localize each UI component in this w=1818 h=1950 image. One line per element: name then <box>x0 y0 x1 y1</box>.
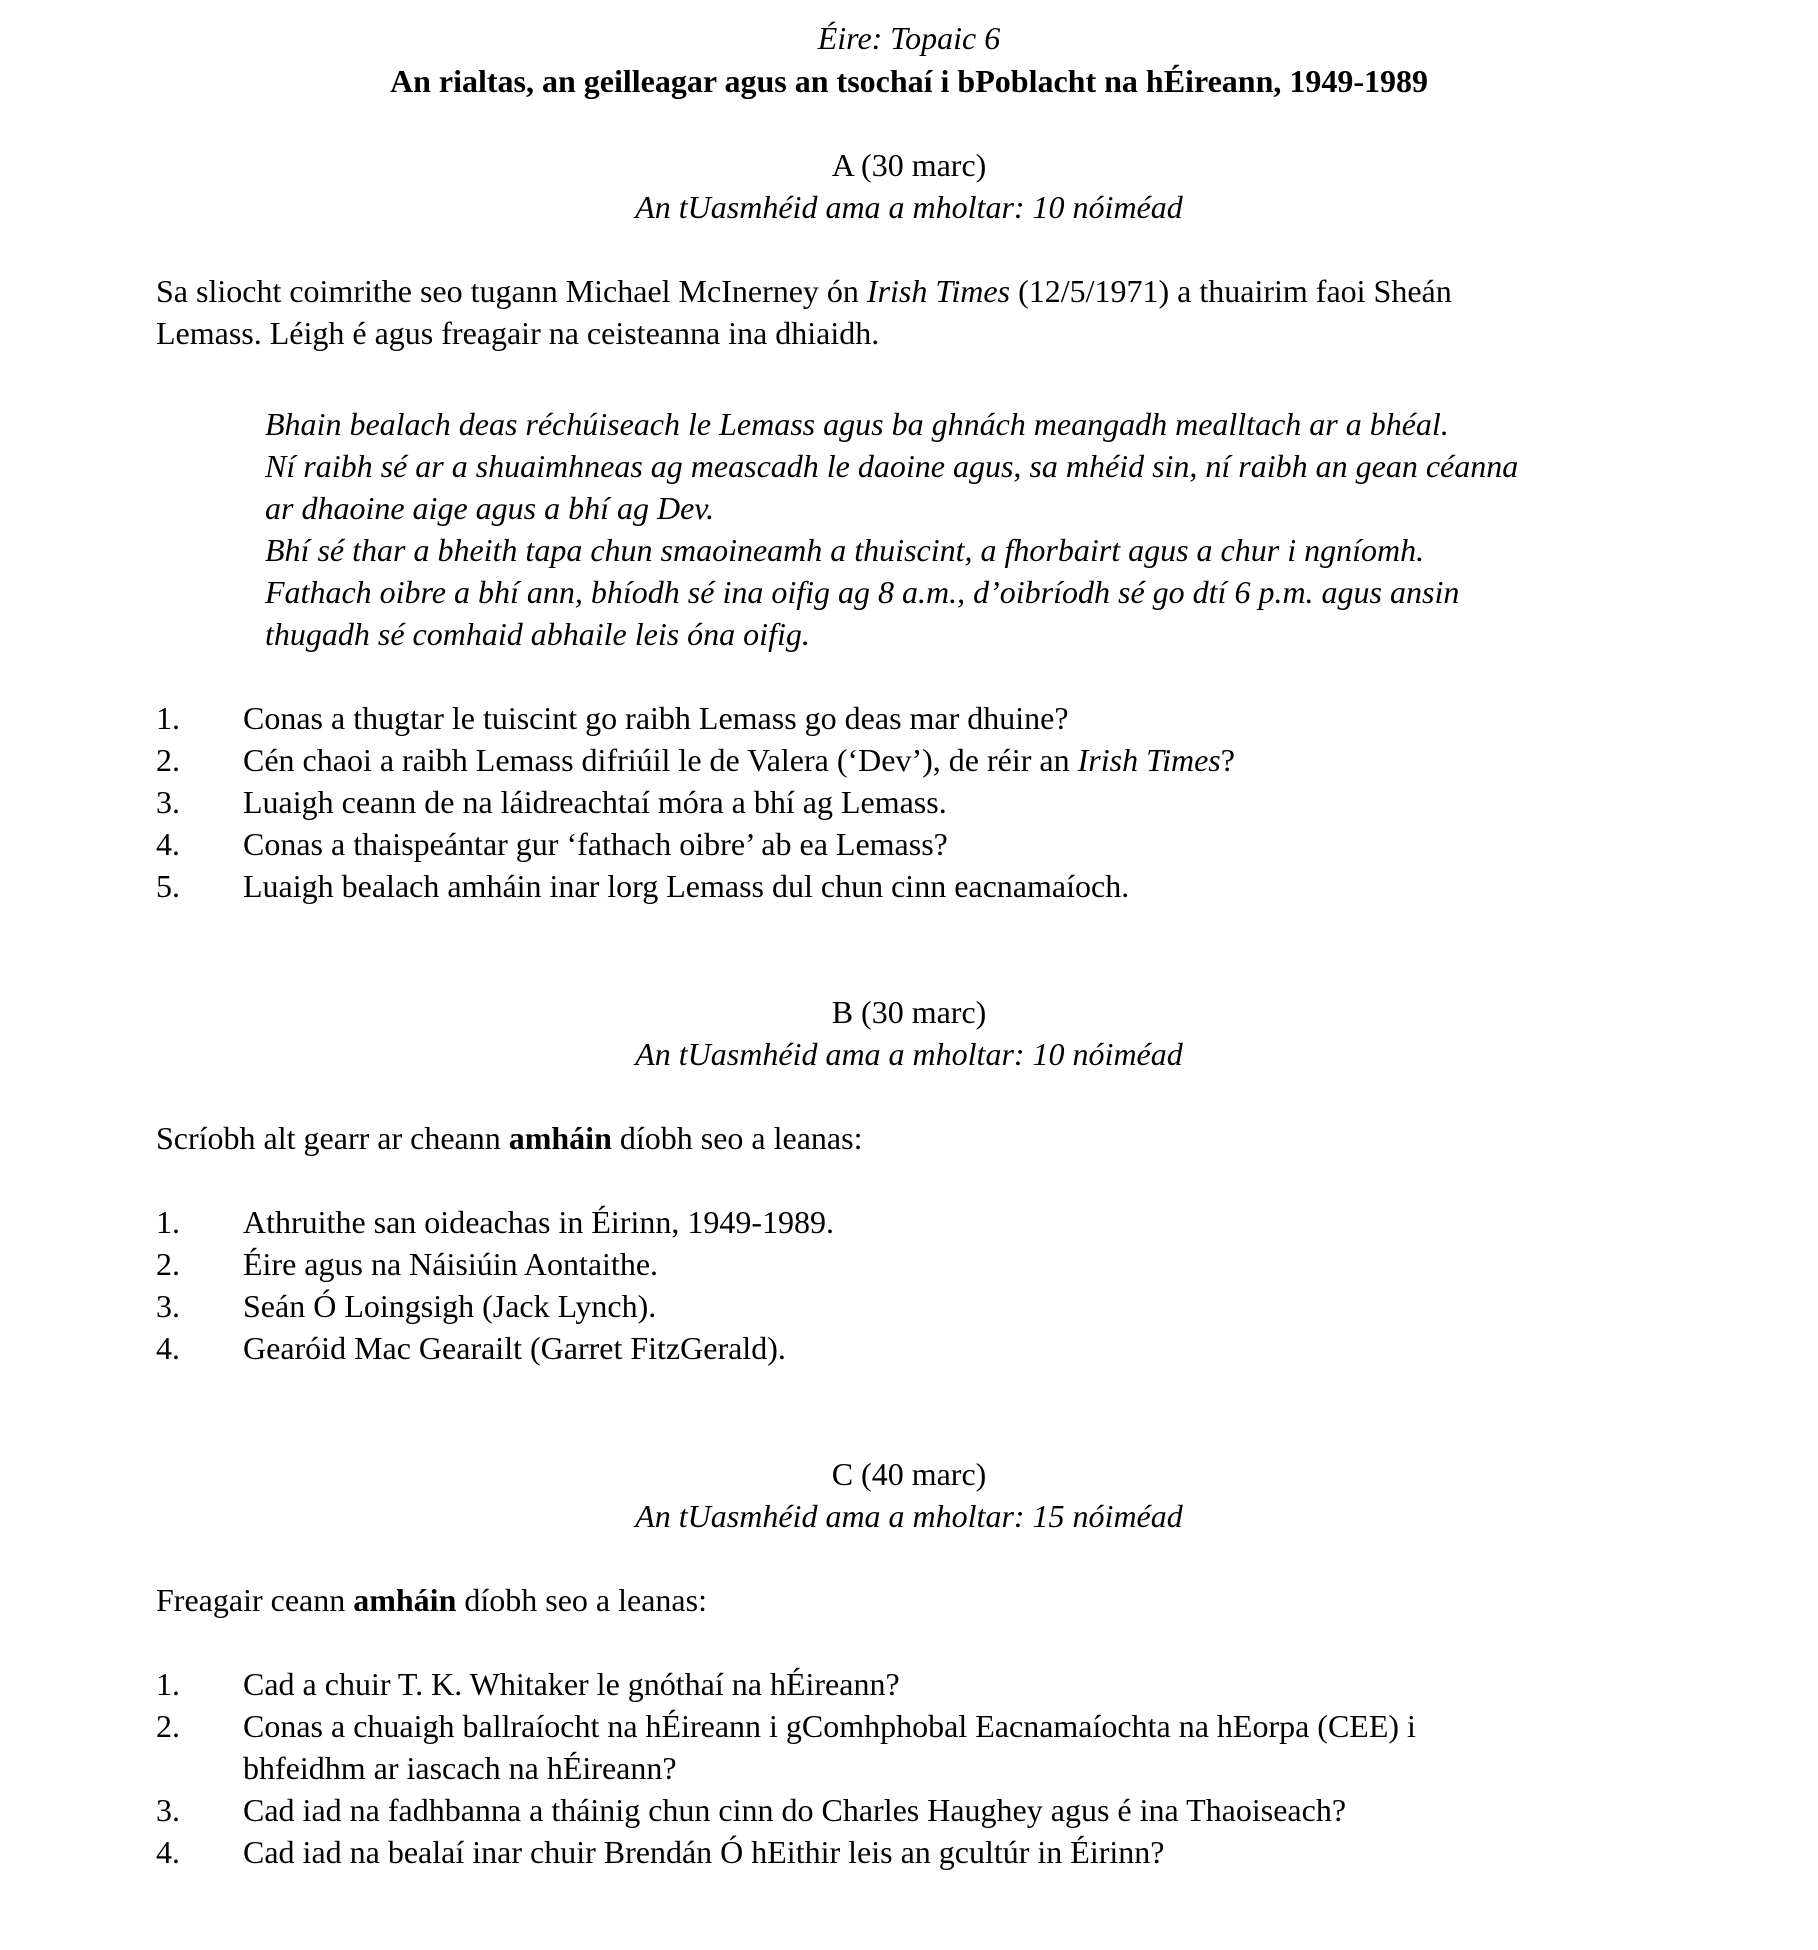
topic-item <box>156 1243 834 1285</box>
topic-text: Seán Ó Loingsigh (Jack Lynch). <box>243 1288 657 1324</box>
question-number: 1. <box>156 700 180 736</box>
question-number: 4. <box>156 826 180 862</box>
question-item <box>156 739 1235 781</box>
topic-item <box>156 1327 834 1369</box>
question-item <box>156 697 1235 739</box>
extract-line: Fathach oibre a bhí ann, bhíodh sé ina oifig ag 8 a.m., d’oibríodh sé go dtí 6 p.m. agus ansin <box>265 574 1460 610</box>
question-text: Conas a thugtar le tuiscint go raibh Lemass go deas mar dhuine? <box>243 700 1069 736</box>
question-item <box>156 865 1235 907</box>
question-item <box>156 1705 1416 1789</box>
question-text: Luaigh bealach amháin inar lorg Lemass dul chun cinn eacnamaíoch. <box>243 868 1130 904</box>
question-number: 4. <box>156 1834 180 1870</box>
section-a-time: An tUasmhéid ama a mholtar: 10 nóiméad <box>635 189 1183 225</box>
section-c-time: An tUasmhéid ama a mholtar: 15 nóiméad <box>635 1498 1183 1534</box>
section-c-heading: C (40 marc) <box>831 1456 987 1492</box>
question-punct: ? <box>1220 742 1235 778</box>
topic-item <box>156 1285 834 1327</box>
question-source: Irish Times <box>1077 742 1221 778</box>
extract-line: Bhí sé thar a bheith tapa chun smaoineamh a thuiscint, a fhorbairt agus a chur i ngníomh. <box>265 532 1425 568</box>
instruction-text-cont: díobh seo a leanas: <box>456 1582 707 1618</box>
question-text: Luaigh ceann de na láidreachtaí móra a bhí ag Lemass. <box>243 784 947 820</box>
section-a-intro-line2: Lemass. Léigh é agus freagair na ceisteanna ina dhiaidh. <box>156 315 880 351</box>
extract-line: Bhain bealach deas réchúiseach le Lemass agus ba ghnách meangadh mealltach ar a bhéal. <box>265 406 1449 442</box>
topic-number: 3. <box>156 1288 180 1324</box>
question-number: 1. <box>156 1666 180 1702</box>
section-b-instruction <box>156 1117 862 1159</box>
topic-number: 2. <box>156 1246 180 1282</box>
question-text: Cén chaoi a raibh Lemass difriúil le de Valera (‘Dev’), de réir an <box>243 742 1078 778</box>
topic-label: Éire: Topaic 6 <box>817 20 1001 56</box>
extract-line: thugadh sé comhaid abhaile leis óna oifig. <box>265 616 810 652</box>
instruction-text-cont: díobh seo a leanas: <box>611 1120 863 1156</box>
section-a-intro-line1 <box>156 270 1452 312</box>
question-text-cont: bhfeidhm ar iascach na hÉireann? <box>243 1750 677 1786</box>
topic-number: 4. <box>156 1330 180 1366</box>
question-number: 2. <box>156 1708 180 1744</box>
section-c-instruction <box>156 1579 707 1621</box>
section-c-questions <box>156 1663 1416 1873</box>
question-item <box>156 1663 1416 1705</box>
section-b-time: An tUasmhéid ama a mholtar: 10 nóiméad <box>635 1036 1183 1072</box>
question-text: Cad iad na fadhbanna a tháinig chun cinn do Charles Haughey agus é ina Thaoiseach? <box>243 1792 1347 1828</box>
question-item <box>156 1789 1416 1831</box>
question-number: 2. <box>156 742 180 778</box>
instruction-emphasis: amháin <box>353 1582 457 1618</box>
section-a-heading: A (30 marc) <box>831 147 987 183</box>
question-number: 3. <box>156 784 180 820</box>
instruction-emphasis: amháin <box>508 1120 612 1156</box>
topic-number: 1. <box>156 1204 180 1240</box>
question-number: 5. <box>156 868 180 904</box>
intro-text-cont: (12/5/1971) a thuairim faoi Sheán <box>1010 273 1452 309</box>
topic-text: Éire agus na Náisiúin Aontaithe. <box>243 1246 659 1282</box>
extract-line: ar dhaoine aige agus a bhí ag Dev. <box>265 490 715 526</box>
instruction-text: Freagair ceann <box>156 1582 354 1618</box>
page-title: An rialtas, an geilleagar agus an tsochaí i bPoblacht na hÉireann, 1949-1989 <box>389 63 1429 99</box>
question-item <box>156 823 1235 865</box>
section-a-questions <box>156 697 1235 907</box>
instruction-text: Scríobh alt gearr ar cheann <box>156 1120 509 1156</box>
question-text: Cad a chuir T. K. Whitaker le gnóthaí na hÉireann? <box>243 1666 900 1702</box>
question-text: Conas a thaispeántar gur ‘fathach oibre’ ab ea Lemass? <box>243 826 948 862</box>
question-item <box>156 1831 1416 1873</box>
section-b-heading: B (30 marc) <box>831 994 987 1030</box>
intro-text: Sa sliocht coimrithe seo tugann Michael McInerney ón <box>156 273 867 309</box>
intro-source: Irish Times <box>866 273 1011 309</box>
question-text: Conas a chuaigh ballraíocht na hÉireann i gComhphobal Eacnamaíochta na hEorpa (CEE) i <box>243 1708 1416 1744</box>
topic-text: Gearóid Mac Gearailt (Garret FitzGerald). <box>243 1330 786 1366</box>
topic-text: Athruithe san oideachas in Éirinn, 1949-1989. <box>243 1204 834 1240</box>
extract-line: Ní raibh sé ar a shuaimhneas ag meascadh le daoine agus, sa mhéid sin, ní raibh an gean céanna <box>265 448 1519 484</box>
question-item <box>156 781 1235 823</box>
question-number: 3. <box>156 1792 180 1828</box>
section-b-items <box>156 1201 834 1369</box>
topic-item <box>156 1201 834 1243</box>
question-text: Cad iad na bealaí inar chuir Brendán Ó hEithir leis an gcultúr in Éirinn? <box>243 1834 1165 1870</box>
